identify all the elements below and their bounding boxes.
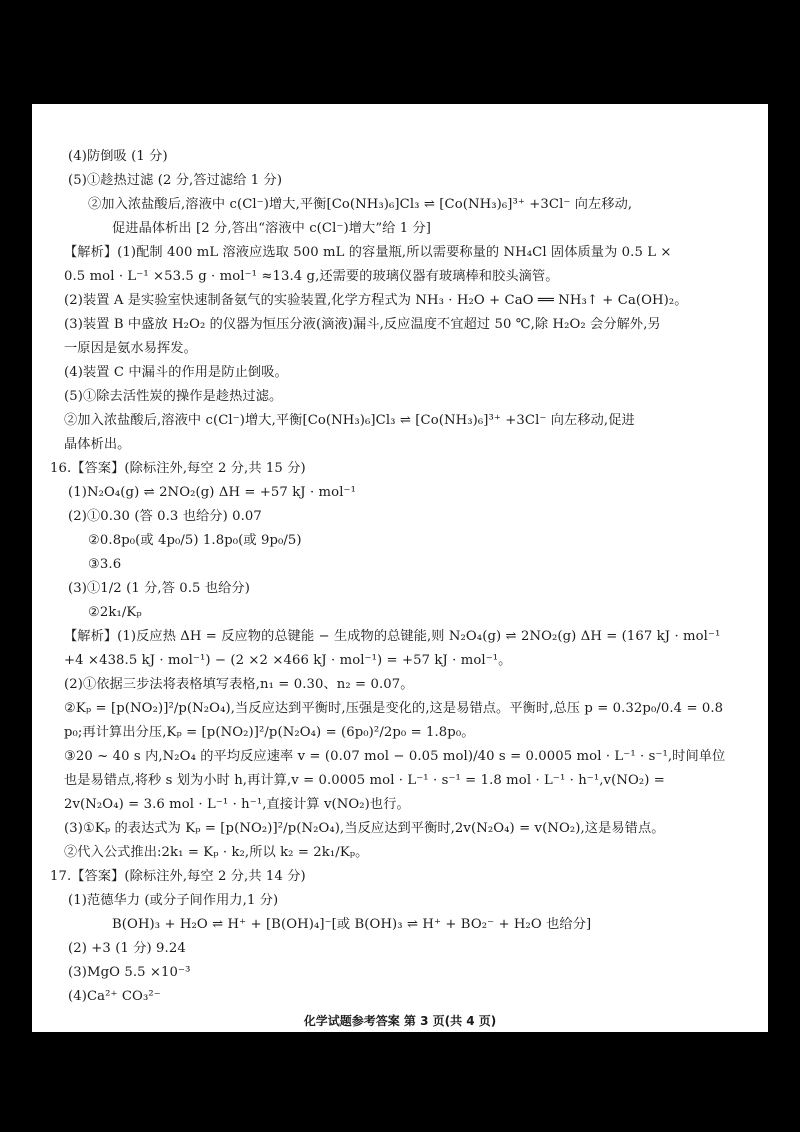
analysis-line: ②加入浓盐酸后,溶液中 c(Cl⁻)增大,平衡[Co(NH₃)₆]Cl₃ ⇌ [Co(NH₃)₆]³⁺ +3Cl⁻ 向左移动,促进 bbox=[64, 413, 635, 428]
analysis-line: ②代入公式推出:2k₁ = Kₚ · k₂,所以 k₂ = 2k₁/Kₚ。 bbox=[64, 845, 369, 860]
answer-line: ②0.8p₀(或 4p₀/5) 1.8p₀(或 9p₀/5) bbox=[88, 533, 302, 548]
answer-line: ③3.6 bbox=[88, 557, 122, 572]
answer-line: (1)范德华力 (或分子间作用力,1 分) bbox=[68, 893, 279, 908]
analysis-line: 一原因是氨水易挥发。 bbox=[64, 341, 197, 356]
answer-line: (3)①1/2 (1 分,答 0.5 也给分) bbox=[68, 581, 250, 596]
answer-line: B(OH)₃ + H₂O ⇌ H⁺ + [B(OH)₄]⁻[或 B(OH)₃ ⇌ H⁺ + BO₂⁻ + H₂O 也给分] bbox=[112, 917, 592, 932]
analysis-line: +4 ×438.5 kJ · mol⁻¹) − (2 ×2 ×466 kJ · mol⁻¹) = +57 kJ · mol⁻¹。 bbox=[64, 653, 512, 668]
answer-line: (4)Ca²⁺ CO₃²⁻ bbox=[68, 989, 161, 1004]
analysis-line: 【解析】(1)配制 400 mL 溶液应选取 500 mL 的容量瓶,所以需要称量的 NH₄Cl 固体质量为 0.5 L × bbox=[64, 245, 672, 260]
answer-line: ②加入浓盐酸后,溶液中 c(Cl⁻)增大,平衡[Co(NH₃)₆]Cl₃ ⇌ [Co(NH₃)₆]³⁺ +3Cl⁻ 向左移动, bbox=[88, 197, 633, 212]
analysis-line: (3)①Kₚ 的表达式为 Kₚ = [p(NO₂)]²/p(N₂O₄),当反应达到平衡时,2v(N₂O₄) = v(NO₂),这是易错点。 bbox=[64, 821, 665, 836]
question-17-header: 17.【答案】(除标注外,每空 2 分,共 14 分) bbox=[50, 869, 306, 884]
answer-line: (1)N₂O₄(g) ⇌ 2NO₂(g) ΔH = +57 kJ · mol⁻¹ bbox=[68, 485, 356, 500]
analysis-line: (2)①依据三步法将表格填写表格,n₁ = 0.30、n₂ = 0.07。 bbox=[64, 677, 414, 692]
answer-line: (3)MgO 5.5 ×10⁻³ bbox=[68, 965, 191, 980]
answer-line: (2) +3 (1 分) 9.24 bbox=[68, 941, 186, 956]
question-16-header: 16.【答案】(除标注外,每空 2 分,共 15 分) bbox=[50, 461, 306, 476]
answer-line: (5)①趁热过滤 (2 分,答过滤给 1 分) bbox=[68, 173, 283, 188]
analysis-line: ②Kₚ = [p(NO₂)]²/p(N₂O₄),当反应达到平衡时,压强是变化的,这是易错点。平衡时,总压 p = 0.32p₀/0.4 = 0.8 bbox=[64, 701, 724, 716]
analysis-line: p₀;再计算出分压,Kₚ = [p(NO₂)]²/p(N₂O₄) = (6p₀)²/2p₀ = 1.8p₀。 bbox=[64, 725, 475, 740]
analysis-line: (3)装置 B 中盛放 H₂O₂ 的仪器为恒压分液(滴液)漏斗,反应温度不宜超过 50 ℃,除 H₂O₂ 会分解外,另 bbox=[64, 317, 661, 332]
analysis-line: 晶体析出。 bbox=[64, 437, 131, 452]
answer-line: (4)防倒吸 (1 分) bbox=[68, 149, 168, 164]
analysis-line: 【解析】(1)反应热 ΔH = 反应物的总键能 − 生成物的总键能,则 N₂O₄(g) ⇌ 2NO₂(g) ΔH = (167 kJ · mol⁻¹ bbox=[64, 629, 721, 644]
analysis-line: 0.5 mol · L⁻¹ ×53.5 g · mol⁻¹ ≈13.4 g,还需要的玻璃仪器有玻璃棒和胶头滴管。 bbox=[64, 269, 559, 284]
analysis-line: ③20 ~ 40 s 内,N₂O₄ 的平均反应速率 v = (0.07 mol − 0.05 mol)/40 s = 0.0005 mol · L⁻¹ · s⁻¹,时间单位 bbox=[64, 749, 726, 764]
answer-line: 促进晶体析出 [2 分,答出“溶液中 c(Cl⁻)增大”给 1 分] bbox=[112, 221, 432, 236]
answer-line: ②2k₁/Kₚ bbox=[88, 605, 142, 620]
analysis-line: 2v(N₂O₄) = 3.6 mol · L⁻¹ · h⁻¹,直接计算 v(NO₂)也行。 bbox=[64, 797, 410, 812]
analysis-line: (2)装置 A 是实验室快速制备氨气的实验装置,化学方程式为 NH₃ · H₂O + CaO ══ NH₃↑ + Ca(OH)₂。 bbox=[64, 293, 688, 308]
analysis-line: (4)装置 C 中漏斗的作用是防止倒吸。 bbox=[64, 365, 288, 380]
document-page bbox=[32, 104, 768, 1032]
analysis-line: 也是易错点,将秒 s 划为小时 h,再计算,v = 0.0005 mol · L⁻¹ · s⁻¹ = 1.8 mol · L⁻¹ · h⁻¹,v(NO₂) = bbox=[64, 773, 665, 788]
page-footer: 化学试题参考答案 第 3 页(共 4 页) bbox=[303, 1014, 497, 1028]
answer-line: (2)①0.30 (答 0.3 也给分) 0.07 bbox=[68, 509, 262, 524]
analysis-line: (5)①除去活性炭的操作是趁热过滤。 bbox=[64, 389, 283, 404]
